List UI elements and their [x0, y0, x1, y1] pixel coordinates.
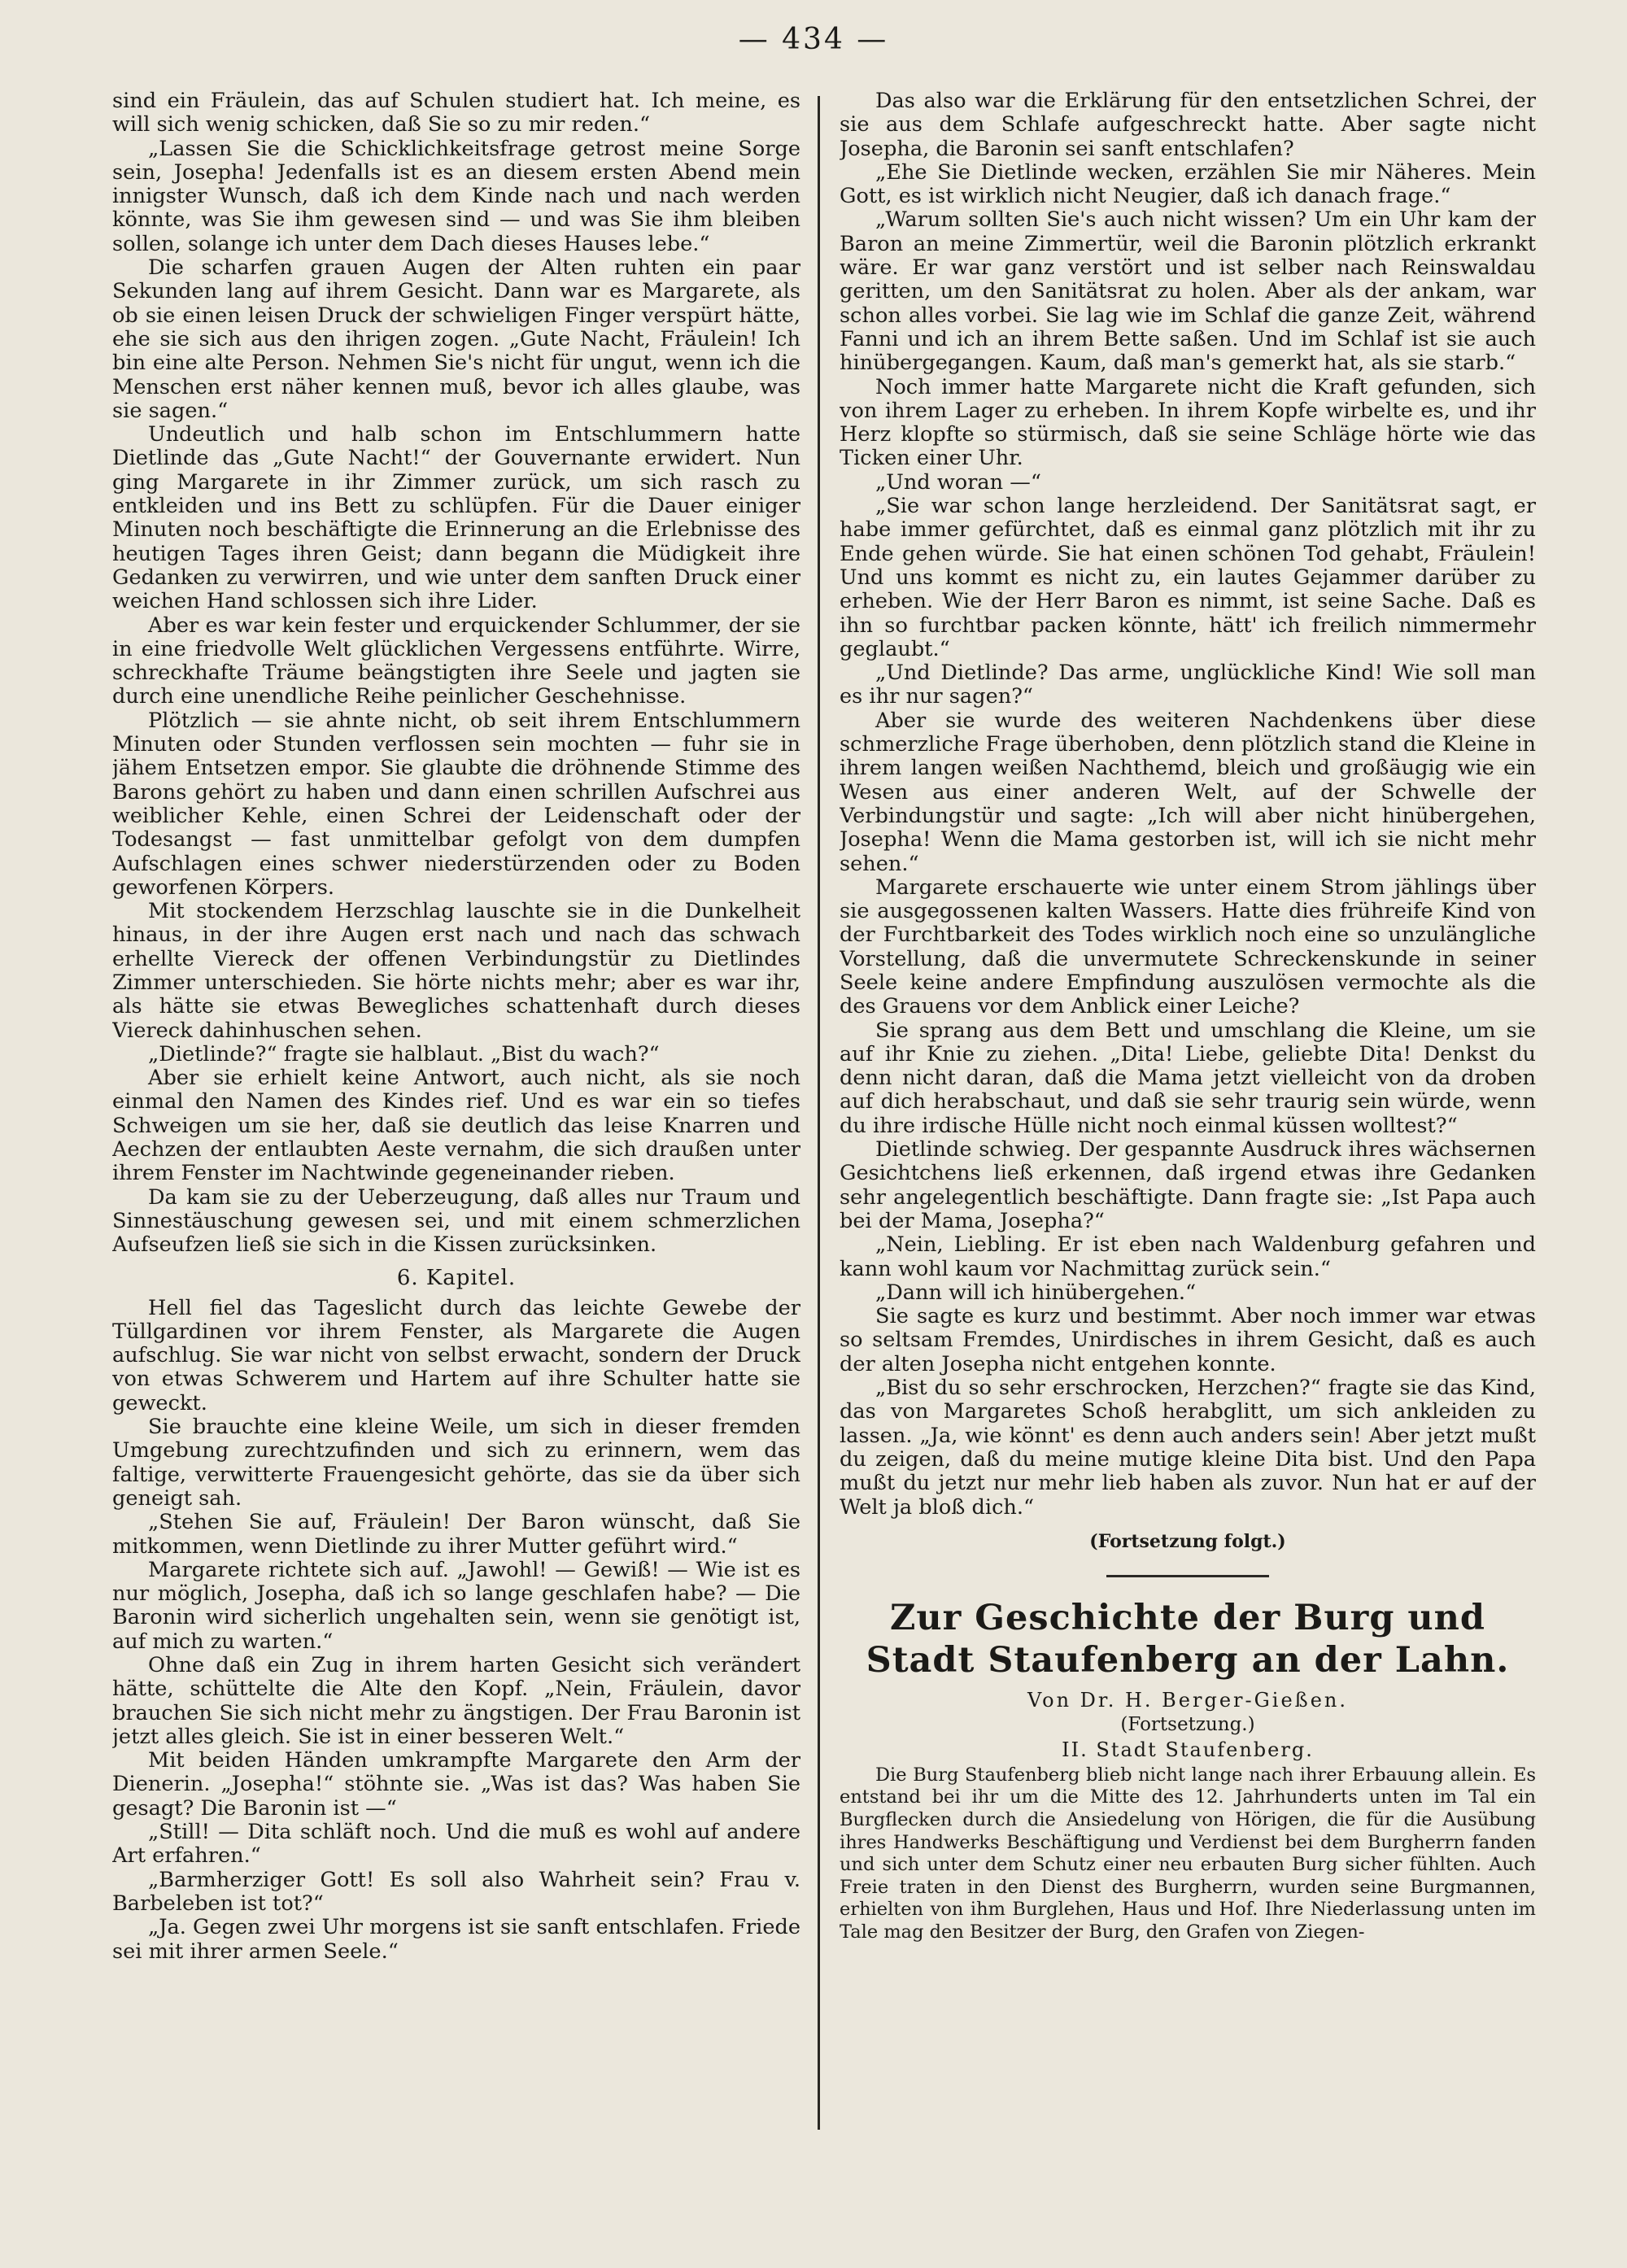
paragraph: „Sie war schon lange herzleidend. Der Sanitätsrat sagt, er habe immer gefürchtet, daß es einmal ganz plötzlich mit ihr zu Ende gehen würde. Sie hat einen schönen Tod gehabt, Fräulein! Und uns kommt es nicht zu, ein lautes Gejammer darüber zu erheben. Wie der Herr Baron es nimmt, ist seine Sache. Daß es ihn so furchtbar packen könnte, hätt' ich freilich nimmermehr geglaubt.“	[840, 494, 1536, 661]
paragraph: Plötzlich — sie ahnte nicht, ob seit ihrem Entschlummern Minuten oder Stunden verflossen sein mochten — fuhr sie in jähem Entsetzen empor. Sie glaubte die dröhnende Stimme des Barons gehört zu haben und dann einen schrillen Aufschrei aus weiblicher Kehle, einen Schrei der Leidenschaft oder der Todesangst — fast unmittelbar gefolgt von dem dumpfen Aufschlagen eines schwer niederstürzenden oder zu Boden geworfenen Körpers.	[112, 708, 800, 900]
paragraph: Margarete erschauerte wie unter einem Strom jählings über sie ausgegossenen kalten Wassers. Hatte dies frühreife Kind von der Furchtbarkeit des Todes wirklich noch eine so unzulängliche Vorstellung, daß die unvermutete Schreckenskunde in seiner Seele keine andere Empfindung auszulösen vermochte als die des Grauens vor dem Anblick einer Leiche?	[840, 874, 1536, 1019]
paragraph: Die Burg Staufenberg blieb nicht lange nach ihrer Erbauung allein. Es entstand bei ihr um die Mitte des 12. Jahrhunderts unten im Tal ein Burgflecken durch die Ansiedelung von Hörigen, die für die Ausübung ihres Handwerks Beschäftigung und Verdienst bei dem Burgherrn fanden und sich unter dem Schutz einer neu erbauten Burg sicher fühlten. Auch Freie traten in den Dienst des Burgherrn, wurden seine Burgmannen, erhielten von ihm Burglehen, Haus und Hof. Ihre Niederlassung unten im Tale mag den Besitzer der Burg, den Grafen von Ziegen-	[840, 1764, 1536, 1943]
paragraph: Sie sprang aus dem Bett und umschlang die Kleine, um sie auf ihr Knie zu ziehen. „Dita! Liebe, geliebte Dita! Denkst du denn nicht daran, daß die Mama jetzt vielleicht von da droben auf dich herabschaut, und daß sie sehr traurig sein würde, wenn du ihre irdische Hülle nicht noch einmal küssen wolltest?“	[840, 1018, 1536, 1138]
paragraph: „Barmherziger Gott! Es soll also Wahrheit sein? Frau v. Barbeleben ist tot?“	[112, 1867, 800, 1916]
paragraph: Hell fiel das Tageslicht durch das leichte Gewebe der Tüllgardinen vor ihrem Fenster, als Margarete die Augen aufschlug. Sie war nicht von selbst erwacht, sondern der Druck von etwas Schwerem und Hartem auf ihre Schulter hatte sie geweckt.	[112, 1295, 800, 1415]
paragraph: „Warum sollten Sie's auch nicht wissen? Um ein Uhr kam der Baron an meine Zimmertür, weil die Baronin plötzlich erkrankt wäre. Er war ganz verstört und ist selber nach Reinswaldau geritten, um den Sanitätsrat zu holen. Aber als der ankam, war schon alles vorbei. Sie lag wie im Schlaf die ganze Zeit, während Fanni und ich an ihrem Bette saßen. Und im Schlaf ist sie auch hinübergegangen. Kaum, daß man's gemerkt hat, als sie starb.“	[840, 207, 1536, 376]
paragraph: Noch immer hatte Margarete nicht die Kraft gefunden, sich von ihrem Lager zu erheben. In ihrem Kopfe wirbelte es, und ihr Herz klopfte so stürmisch, daß sie seine Schläge hörte wie das Ticken einer Uhr.	[840, 374, 1536, 471]
column-divider	[818, 96, 820, 2130]
paragraph: Da kam sie zu der Ueberzeugung, daß alles nur Traum und Sinnestäuschung gewesen sei, und mit einem schmerzlichen Aufseufzen ließ sie sich in die Kissen zurücksinken.	[112, 1184, 800, 1258]
paragraph: „Dann will ich hinübergehen.“	[875, 1280, 1197, 1305]
chapter-heading: 6. Kapitel.	[396, 1265, 517, 1290]
paragraph: „Ehe Sie Dietlinde wecken, erzählen Sie mir Näheres. Mein Gott, es ist wirklich nicht Neugier, daß ich danach frage.“	[840, 159, 1536, 209]
paragraph: „Nein, Liebling. Er ist eben nach Waldenburg gefahren und kann wohl kaum vor Nachmittag zurück sein.“	[840, 1232, 1536, 1281]
left-column	[112, 89, 800, 2156]
page-number: — 434 —	[738, 23, 889, 56]
article-note: (Fortsetzung.)	[1120, 1713, 1255, 1735]
article-author: Von Dr. H. Berger-Gießen.	[1027, 1688, 1349, 1712]
paragraph: Sie sagte es kurz und bestimmt. Aber noch immer war etwas so seltsam Fremdes, Unirdisches in ihrem Gesicht, daß es auch der alten Josepha nicht entgehen konnte.	[840, 1304, 1536, 1376]
paragraph: Dietlinde schwieg. Der gespannte Ausdruck ihres wächsernen Gesichtchens ließ erkennen, daß irgend etwas ihre Gedanken sehr angelegentlich beschäftigte. Dann fragte sie: „Ist Papa auch bei der Mama, Josepha?“	[840, 1137, 1536, 1233]
paragraph: „Ja. Gegen zwei Uhr morgens ist sie sanft entschlafen. Friede sei mit ihrer armen Seele.“	[112, 1915, 800, 1964]
separator-rule	[1106, 1575, 1269, 1577]
paragraph: Mit beiden Händen umkrampfte Margarete den Arm der Dienerin. „Josepha!“ stöhnte sie. „Was ist das? Was haben Sie gesagt? Die Baronin ist —“	[112, 1748, 800, 1821]
paragraph: „Und Dietlinde? Das arme, unglückliche Kind! Wie soll man es ihr nur sagen?“	[840, 661, 1536, 709]
continuation-note: (Fortsetzung folgt.)	[1089, 1530, 1286, 1552]
paragraph: Aber sie erhielt keine Antwort, auch nicht, als sie noch einmal den Namen des Kindes rief. Und es war ein so tiefes Schweigen um sie her, daß sie deutlich das leise Knarren und Aechzen der entlaubten Aeste vernahm, die sich draußen unter ihrem Fenster im Nachtwinde gegeneinander rieben.	[112, 1066, 800, 1186]
paragraph: Mit stockendem Herzschlag lauschte sie in die Dunkelheit hinaus, in der ihre Augen erst nach und nach das schwach erhellte Viereck der offenen Verbindungstür zu Dietlindes Zimmer unterschieden. Sie hörte nichts mehr; aber es war ihr, als hätte sie etwas Bewegliches schattenhaft durch dieses Viereck dahinhuschen sehen.	[112, 899, 800, 1043]
paragraph: Ohne daß ein Zug in ihrem harten Gesicht sich verändert hätte, schüttelte die Alte den Kopf. „Nein, Fräulein, davor brauchen Sie sich nicht mehr zu ängstigen. Der Frau Baronin ist jetzt alles gleich. Sie ist in einer besseren Welt.“	[112, 1653, 800, 1749]
paragraph: Aber sie wurde des weiteren Nachdenkens über diese schmerzliche Frage überhoben, denn plötzlich stand die Kleine in ihrem langen weißen Nachthemd, bleich und großäugig wie ein Wesen aus einer anderen Welt, auf der Schwelle der Verbindungstür und sagte: „Ich will aber nicht hinübergehen, Josepha! Wenn die Mama gestorben ist, will ich sie nicht mehr sehen.“	[840, 708, 1536, 876]
paragraph: „Lassen Sie die Schicklichkeitsfrage getrost meine Sorge sein, Josepha! Jedenfalls ist es an diesem ersten Abend mein innigster Wunsch, daß ich dem Kinde nach und nach werden könnte, was Sie ihm gewesen sind — und was Sie ihm bleiben sollen, solange ich unter dem Dach dieses Hauses lebe.“	[112, 136, 800, 256]
paragraph: „Stehen Sie auf, Fräulein! Der Baron wünscht, daß Sie mitkommen, wenn Dietlinde zu ihrer Mutter geführt wird.“	[112, 1510, 800, 1559]
paragraph: Undeutlich und halb schon im Entschlummern hatte Dietlinde das „Gute Nacht!“ der Gouvernante erwidert. Nun ging Margarete in ihr Zimmer zurück, um sich rasch zu entkleiden und ins Bett zu schlüpfen. Für die Dauer einiger Minuten noch beschäftigte die Erinnerung an die Erlebnisse des heutigen Tages ihren Geist; dann begann die Müdigkeit ihre Gedanken zu verwirren, und wie unter dem sanften Druck einer weichen Hand schlossen sich ihre Lider.	[112, 422, 800, 614]
paragraph: „Und woran —“	[875, 469, 1041, 495]
paragraph: Aber es war kein fester und erquickender Schlummer, der sie in eine friedvolle Welt glücklichen Vergessens entführte. Wirre, schreckhafte Träume beängstigten ihre Seele und jagten sie durch eine unendliche Reihe peinlicher Geschehnisse.	[112, 613, 800, 709]
paragraph: „Dietlinde?“ fragte sie halblaut. „Bist du wach?“	[148, 1041, 660, 1066]
paragraph: Margarete richtete sich auf. „Jawohl! — Gewiß! — Wie ist es nur möglich, Josepha, daß ich so lange geschlafen habe? — Die Baronin wird sicherlich ungehalten sein, wenn sie genötigt ist, auf mich zu warten.“	[112, 1557, 800, 1654]
article-title: Zur Geschichte der Burg und Stadt Staufenberg an der Lahn.	[866, 1597, 1510, 1681]
right-column	[840, 89, 1536, 2205]
paragraph: sind ein Fräulein, das auf Schulen studiert hat. Ich meine, es will sich wenig schicken, daß Sie so zu mir reden.“	[112, 89, 800, 137]
paragraph: Das also war die Erklärung für den entsetzlichen Schrei, der sie aus dem Schlafe aufgeschreckt hatte. Aber sagte nicht Josepha, die Baronin sei sanft entschlafen?	[840, 89, 1536, 161]
paragraph: Sie brauchte eine kleine Weile, um sich in dieser fremden Umgebung zurechtzufinden und sich zu erinnern, wem das faltige, verwitterte Frauengesicht gehörte, das sie da über sich geneigt sah.	[112, 1415, 800, 1511]
paragraph: „Bist du so sehr erschrocken, Herzchen?“ fragte sie das Kind, das von Margaretes Schoß herabglitt, um sich ankleiden zu lassen. „Ja, wie könnt' es denn auch anders sein! Aber jetzt mußt du zeigen, daß du meine mutige kleine Dita bist. Und den Papa mußt du jetzt nur mehr lieb haben als zuvor. Nun hat er auf der Welt ja bloß dich.“	[840, 1376, 1536, 1520]
paragraph: Die scharfen grauen Augen der Alten ruhten ein paar Sekunden lang auf ihrem Gesicht. Dann war es Margarete, als ob sie einen leisen Druck der schwieligen Finger verspürt hätte, ehe sie sich aus den ihrigen zogen. „Gute Nacht, Fräulein! Ich bin eine alte Person. Nehmen Sie's nicht für ungut, wenn ich die Menschen erst näher kennen muß, bevor ich alles glaube, was sie sagen.“	[112, 255, 800, 423]
section-heading: II. Stadt Staufenberg.	[1062, 1738, 1314, 1761]
paragraph: „Still! — Dita schläft noch. Und die muß es wohl auf andere Art erfahren.“	[112, 1820, 800, 1869]
